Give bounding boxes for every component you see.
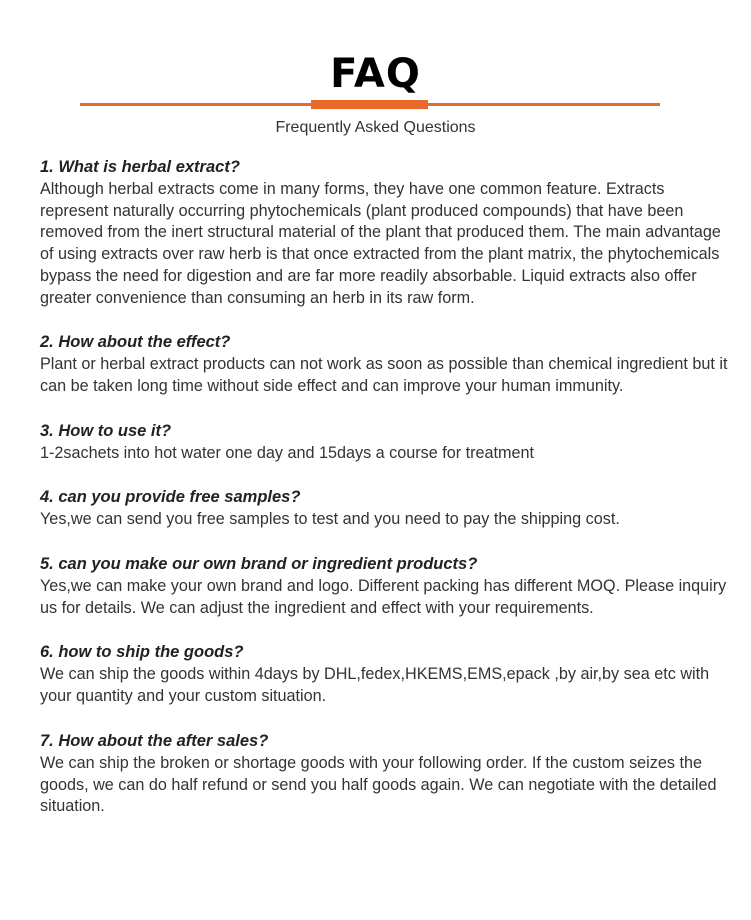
faq-answer: Although herbal extracts come in many forms, they have one common feature. Extracts represent naturally occurring phytochemicals (plant produced compounds) that have been removed from the inert structural material of the plant that produced them. The main advantage of using extracts over raw herb is that once extracted from the plant matrix, the phytochemicals bypass the need for digestion and are far more readily absorbable. Liquid extracts also offer greater convenience than consuming an herb in its raw form. — [40, 180, 721, 307]
faq-item — [40, 486, 730, 531]
faq-item — [40, 730, 730, 818]
faq-answer: Yes,we can send you free samples to test and you need to pay the shipping cost. — [40, 510, 620, 529]
faq-question: 3. How to use it? — [40, 421, 172, 440]
faq-answer: We can ship the goods within 4days by DHL,fedex,HKEMS,EMS,epack ,by air,by sea etc with your quantity and your custom situation. — [40, 665, 710, 706]
faq-answer: 1-2sachets into hot water one day and 15days a course for treatment — [40, 443, 535, 462]
faq-item — [40, 156, 730, 309]
faq-item — [40, 420, 730, 465]
faq-list — [40, 156, 730, 840]
faq-question: 1. What is herbal extract? — [40, 158, 240, 176]
faq-question: 2. How about the effect? — [40, 333, 231, 352]
page-title: FAQ — [330, 51, 421, 97]
faq-question: 4. can you provide free samples? — [40, 488, 301, 507]
faq-question: 7. How about the after sales? — [40, 731, 269, 750]
faq-answer: Yes,we can make your own brand and logo. Different packing has different MOQ. Please inquiry us for details. We can adjust the ingredient and effect with your requirements. — [40, 577, 727, 617]
faq-item — [40, 331, 730, 397]
page-subtitle: Frequently Asked Questions — [275, 119, 476, 136]
faq-question: 5. can you make our own brand or ingredient products? — [40, 555, 478, 574]
faq-question: 6. how to ship the goods? — [40, 643, 244, 662]
faq-item — [40, 553, 730, 619]
faq-item — [40, 641, 730, 707]
faq-answer: We can ship the broken or shortage goods with your following order. If the custom seizes the goods, we can do half refund or send you half goods again. We can negotiate with the detailed situation. — [40, 753, 717, 816]
title-divider-accent — [311, 100, 428, 109]
faq-answer: Plant or herbal extract products can not work as soon as possible than chemical ingredient but it can be taken long time without side effect and can improve your human immunity. — [40, 355, 728, 395]
